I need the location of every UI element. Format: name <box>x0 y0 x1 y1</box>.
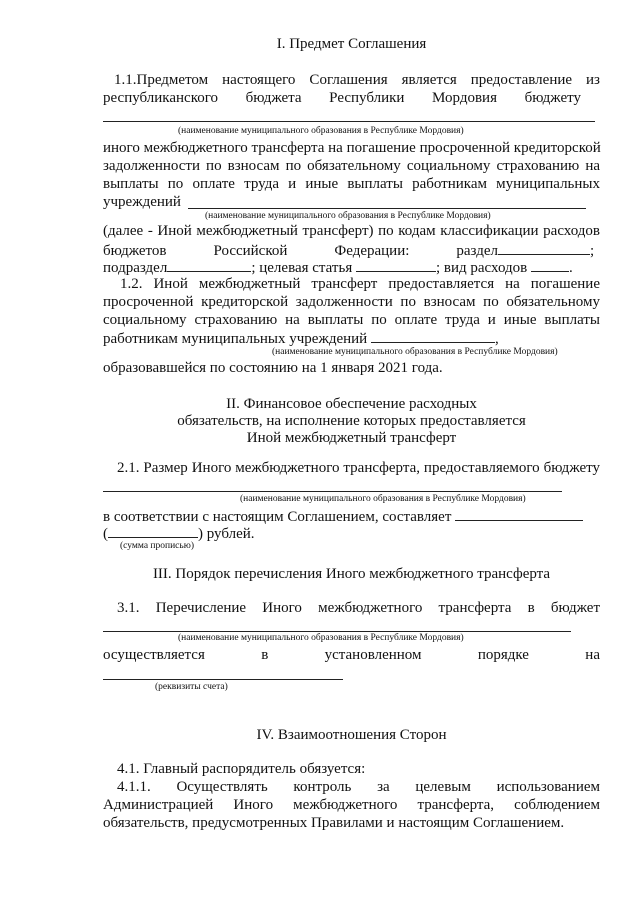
paragraph-3-1-line: 3.1. Перечисление Иного межбюджетного трансферта в бюджет <box>117 600 600 616</box>
paragraph-4-1-1-line: Администрацией Иного межбюджетного трансферта, соблюдением <box>103 797 600 813</box>
section-4-title: IV. Взаимоотношения Сторон <box>256 727 447 743</box>
municipality-blank <box>371 329 495 343</box>
blank-line <box>188 208 586 209</box>
paragraph-1-2-line: 1.2. Иной межбюджетный трансферт предоставляется на погашение <box>120 276 600 292</box>
budget-codes-text: бюджетов Российской Федерации: раздел <box>103 243 498 259</box>
target-item-label: ; целевая статья <box>251 260 353 276</box>
caption-municipality: (наименование муниципального образования в Республике Мордовия) <box>272 347 558 357</box>
blank-line <box>103 631 571 632</box>
period: . <box>568 260 573 276</box>
section-2-title: Иной межбюджетный трансферт <box>246 430 457 446</box>
section-2-title: обязательств, на исполнение которых предоставляется <box>177 413 526 429</box>
subsection-code-blank <box>167 258 251 272</box>
paragraph-1-1-line: задолженности по взносам по обязательному социальному страхованию на <box>103 158 600 174</box>
blank-line <box>103 491 562 492</box>
section-1-title: I. Предмет Соглашения <box>276 36 427 52</box>
target-item-code-blank <box>356 258 436 272</box>
paragraph-1-2-line <box>103 329 600 348</box>
section-2-title: II. Финансовое обеспечение расходных <box>226 396 477 412</box>
paragraph-1-1-line: выплаты по оплате труда и иные выплаты работникам муниципальных <box>103 176 600 192</box>
caption-account-details: (реквизиты счета) <box>155 682 228 692</box>
expense-type-code-blank <box>531 258 569 272</box>
section-code-blank <box>498 241 590 255</box>
paragraph-4-1-line: 4.1. Главный распорядитель обязуется: <box>117 761 366 777</box>
caption-municipality: (наименование муниципального образования в Республике Мордовия) <box>240 494 526 504</box>
semicolon: ; <box>590 243 595 259</box>
amount-blank <box>455 507 583 521</box>
section-3-title: III. Порядок перечисления Иного межбюджетного трансферта <box>152 566 551 582</box>
paragraph-1-1-line: иного межбюджетного трансферта на погашение просроченной кредиторской <box>103 140 601 156</box>
amount-words-blank <box>108 524 198 538</box>
expense-type-label: ; вид расходов <box>435 260 528 276</box>
caption-municipality: (наименование муниципального образования в Республике Мордовия) <box>205 211 491 221</box>
paragraph-1-1-line <box>103 258 600 277</box>
open-paren: ( <box>103 526 108 542</box>
caption-municipality: (наименование муниципального образования в Республике Мордовия) <box>178 633 464 643</box>
amount-text: в соответствии с настоящим Соглашением, составляет <box>103 509 452 525</box>
paragraph-4-1-1-line: обязательств, предусмотренных Правилами и настоящим Соглашением. <box>103 815 565 831</box>
paragraph-1-2-line: образовавшейся по состоянию на 1 января 2021 года. <box>103 360 443 376</box>
paragraph-1-1-line: (далее - Иной межбюджетный трансферт) по кодам классификации расходов <box>103 223 600 239</box>
subsection-label: подраздел <box>103 260 168 276</box>
paragraph-1-2-line: просроченной кредиторской задолженности по взносам по обязательному <box>103 294 600 310</box>
paragraph-3-1-line: осуществляется в установленном порядке на <box>103 647 600 663</box>
paragraph-2-1-line: 2.1. Размер Иного межбюджетного трансферта, предоставляемого бюджету <box>117 460 600 476</box>
blank-line <box>103 679 343 680</box>
rubles-text: ) рублей. <box>198 526 255 542</box>
institutions-text: работникам муниципальных учреждений <box>103 331 368 347</box>
blank-line <box>103 121 595 122</box>
paragraph-1-2-line: социальному страхованию на выплаты по оплате труда и иные выплаты <box>103 312 600 328</box>
caption-municipality: (наименование муниципального образования в Республике Мордовия) <box>178 126 464 136</box>
paragraph-4-1-1-line: 4.1.1. Осуществлять контроль за целевым использованием <box>117 779 600 795</box>
comma: , <box>494 331 499 347</box>
paragraph-1-1-line: республиканского бюджета Республики Мордовия бюджету <box>103 90 581 106</box>
caption-sum-in-words: (сумма прописью) <box>120 541 194 551</box>
paragraph-1-1-line: учреждений <box>103 194 181 210</box>
paragraph-1-1-line: 1.1.Предметом настоящего Соглашения является предоставление из <box>114 72 600 88</box>
